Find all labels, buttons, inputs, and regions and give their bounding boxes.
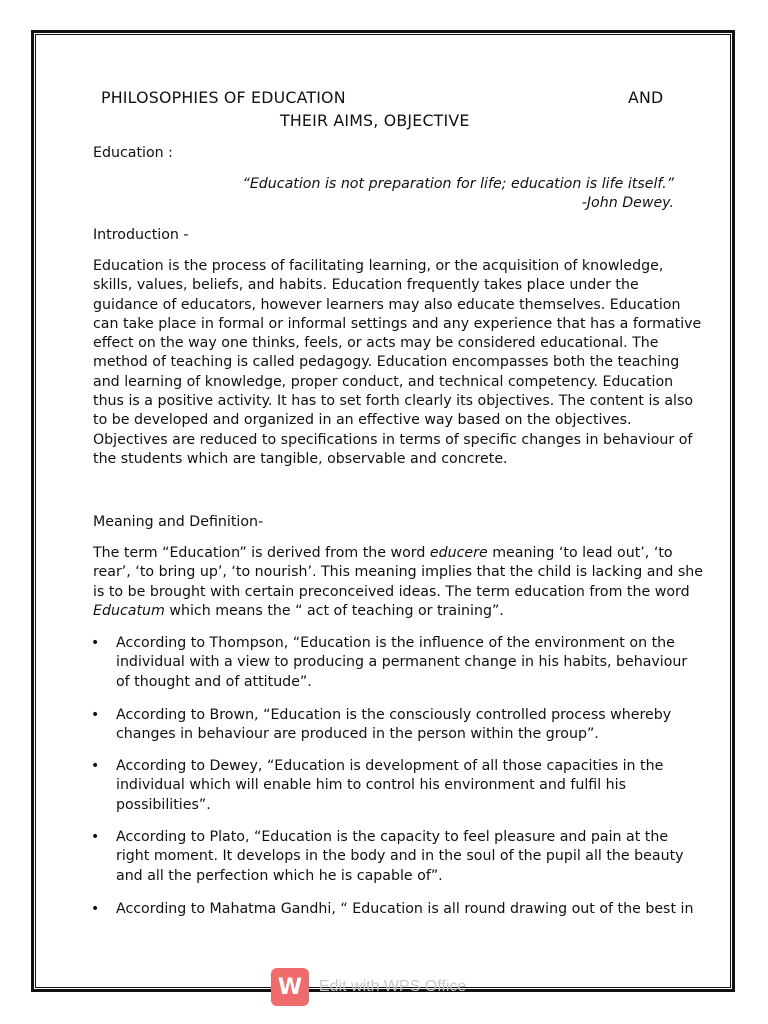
intro-line: effect on the way one thinks, feels, or acts may be considered educational. The [93,335,659,352]
term-educere: educere [429,545,488,561]
definition-item [116,900,694,919]
meaning-text: The term [93,545,163,561]
meaning-heading: Meaning and Definition- [93,514,264,530]
bullet-icon: • [91,635,100,651]
definition-prefix: According to [116,758,210,774]
title-right: AND [628,88,664,107]
definition-text: “Education is the capacity to feel pleasure and pain at the [249,829,669,845]
definition-text: “ Education is all round drawing out of the best in [335,901,694,917]
intro-line: the students which are tangible, observable and concrete. [93,450,508,467]
meaning-text: which means the “ act of teaching or training”. [164,602,504,619]
meaning-text: is derived from the word [246,545,430,561]
definition-text: “Education is development of all those capacities in the [262,758,664,774]
bullet-icon: • [91,901,100,917]
meaning-line-2: rear’, ‘to bring up’, ‘to nourish’. This meaning implies that the child is lacking and she [93,564,704,581]
definition-text: right moment. It develops in the body and in the soul of the pupil all the beauty [116,848,684,865]
bullet-icon: • [91,829,100,845]
bullet-icon: • [91,707,100,723]
definition-text: and all the perfection which he is capable of”. [116,867,443,884]
definition-author: Thompson, [209,635,289,651]
quote-text: “Education is not preparation for life; education is life itself.” [242,176,674,192]
quote-author: -John Dewey. [581,195,674,211]
definition-prefix: According to [116,829,210,845]
definition-item [116,828,686,886]
definition-author: Brown, [209,707,259,723]
intro-line: Education is the process of facilitating learning, or the acquisition of knowledge, [93,258,664,274]
wps-watermark[interactable] [271,968,466,1006]
intro-line: skills, values, beliefs, and habits. Education frequently takes place under the [93,277,639,294]
meaning-text: meaning ‘to lead out’, ‘to [487,545,673,561]
definition-text: of thought and of attitude”. [116,673,312,690]
wps-edit-label: Edit with WPS Office [319,978,467,995]
meaning-line-4 [93,602,683,621]
definition-prefix: According to [116,707,210,723]
intro-line: and learning of knowledge, proper conduct, and technical competency. Education [93,373,674,390]
definition-text: possibilities”. [116,796,211,813]
title-line2: THEIR AIMS, OBJECTIVE [280,111,470,130]
definition-item [116,706,686,745]
definition-author: Plato, [209,829,250,845]
definition-author: Mahatma Gandhi, [209,901,336,917]
definition-prefix: According to [116,901,210,917]
meaning-line-3: is to be brought with certain preconceived ideas. The term education from the word [93,583,690,600]
definition-text: “Education is the influence of the environment on the [288,635,675,651]
intro-heading: Introduction - [93,227,189,243]
term-educatum: Educatum [93,602,165,619]
definition-text: changes in behaviour are produced in the person within the group”. [116,726,599,743]
intro-paragraph [93,257,702,469]
wps-logo-icon: W [271,968,309,1006]
intro-line: to be developed and organized in an effective way based on the objectives. [93,412,632,429]
definition-prefix: According to [116,635,210,651]
title-left: PHILOSOPHIES OF EDUCATION [101,88,346,107]
education-label: Education : [93,145,173,161]
definition-text: individual with a view to producing a permanent change in his habits, behaviour [116,654,688,671]
intro-line: can take place in formal or informal settings and any experience that has a formative [93,315,702,332]
bullet-icon: • [91,758,100,774]
meaning-paragraph [93,544,704,621]
intro-line: guidance of educators, however learners may also educate themselves. Education [93,296,681,313]
definition-author: Dewey, [209,758,263,774]
definition-text: individual which will enable him to control his environment and fulfil his [116,777,626,794]
term-education: “Education” [162,545,247,561]
meaning-line-1 [93,544,683,563]
definition-item [116,634,686,692]
definition-text: “Education is the consciously controlled process whereby [258,707,672,723]
intro-line: method of teaching is called pedagogy. Education encompasses both the teaching [93,354,680,371]
intro-line: thus is a positive activity. It has to set forth clearly its objectives. The content is also [93,393,694,410]
intro-line: Objectives are reduced to specifications in terms of specific changes in behaviour of [93,431,693,448]
definition-item [116,757,686,815]
